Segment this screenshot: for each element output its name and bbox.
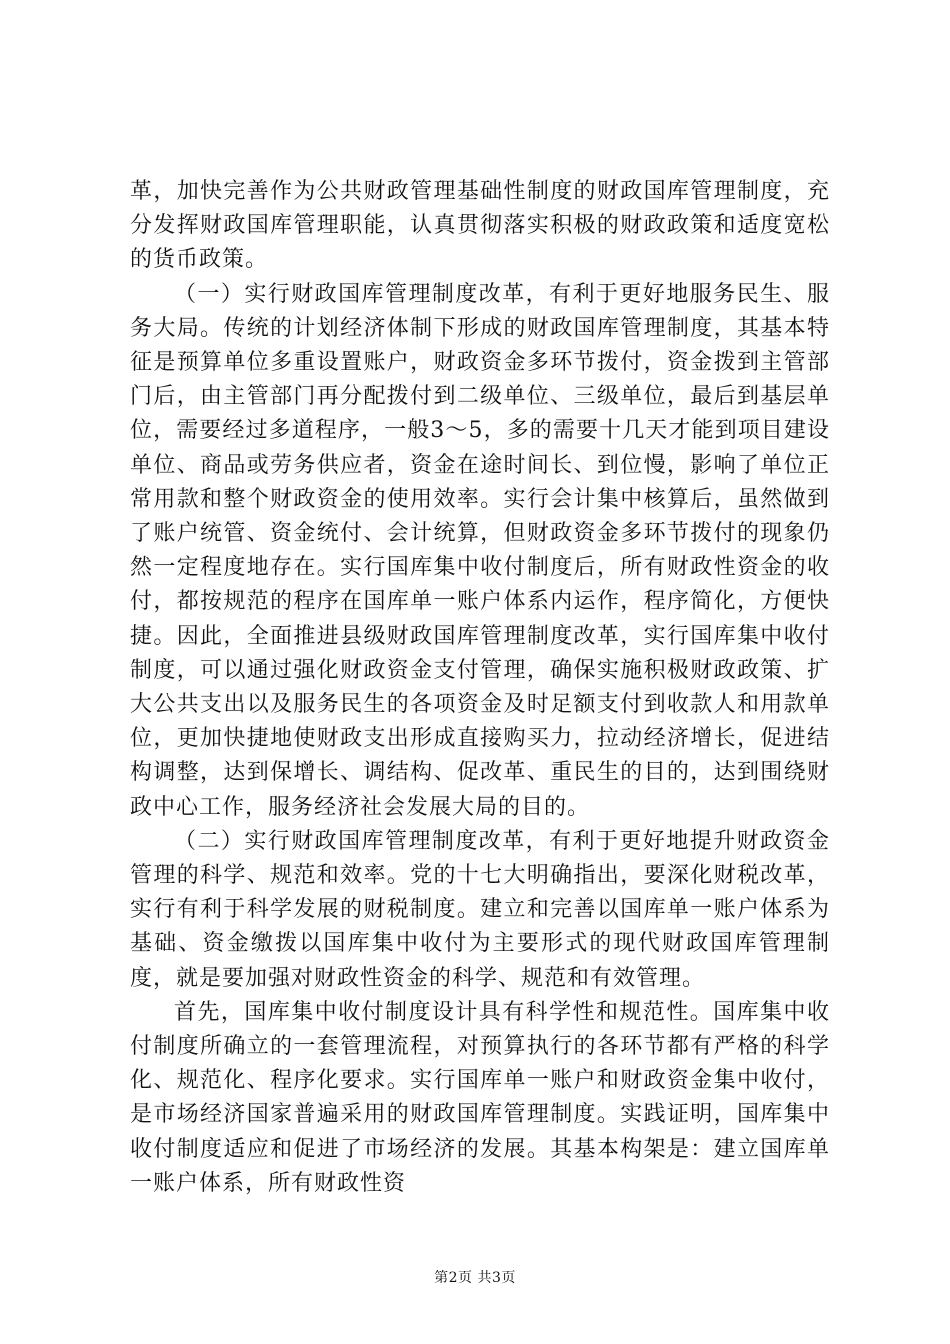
paragraph-first-point: 首先，国库集中收付制度设计具有科学性和规范性。国库集中收付制度所确立的一套管理流程，对预算执行的各环节都有严格的科学化、规范化、程序化要求。实行国库单一账户和财政资金集中收付，是市场经济国家普遍采用的财政国库管理制度。实践证明，国库集中收付制度适应和促进了市场经济的发展。其基本构架是：建立国库单一账户体系，所有财政性资 — [130, 999, 830, 1196]
paragraph-continuation: 革，加快完善作为公共财政管理基础性制度的财政国库管理制度，充分发挥财政国库管理职能，认真贯彻落实积极的财政政策和适度宽松的货币政策。 — [130, 179, 830, 273]
paragraph-section-one: （一）实行财政国库管理制度改革，有利于更好地服务民生、服务大局。传统的计划经济体制下形成的财政国库管理制度，其基本特征是预算单位多重设置账户，财政资金多环节拨付，资金拨到主管部门后，由主管部门再分配拨付到二级单位、三级单位，最后到基层单位，需要经过多道程序，一般3～5，多的需要十几天才能到项目建设单位、商品或劳务供应者，资金在途时间长、到位慢，影响了单位正常用款和整个财政资金的使用效率。实行会计集中核算后，虽然做到了账户统管、资金统付、会计统算，但财政资金多环节拨付的现象仍然一定程度地存在。实行国库集中收付制度后，所有财政性资金的收付，都按规范的程序在国库单一账户体系内运作，程序简化，方便快捷。因此，全面推进县级财政国库管理制度改革，实行国库集中收付制度，可以通过强化财政资金支付管理，确保实施积极财政政策、扩大公共支出以及服务民生的各项资金及时足额支付到收款人和用款单位，更加快捷地使财政支出形成直接购买力，拉动经济增长，促进结构调整，达到保增长、调结构、促改革、重民生的目的，达到围绕财政中心工作，服务经济社会发展大局的目的。 — [130, 281, 830, 820]
paragraph-section-two: （二）实行财政国库管理制度改革，有利于更好地提升财政资金管理的科学、规范和效率。党的十七大明确指出，要深化财税改革，实行有利于科学发展的财税制度。建立和完善以国库单一账户体系为基础、资金缴拨以国库集中收付为主要形式的现代财政国库管理制度，就是要加强对财政性资金的科学、规范和有效管理。 — [130, 828, 830, 991]
document-body — [130, 175, 830, 1201]
page-footer: 第2页 共3页 — [434, 1270, 516, 1286]
